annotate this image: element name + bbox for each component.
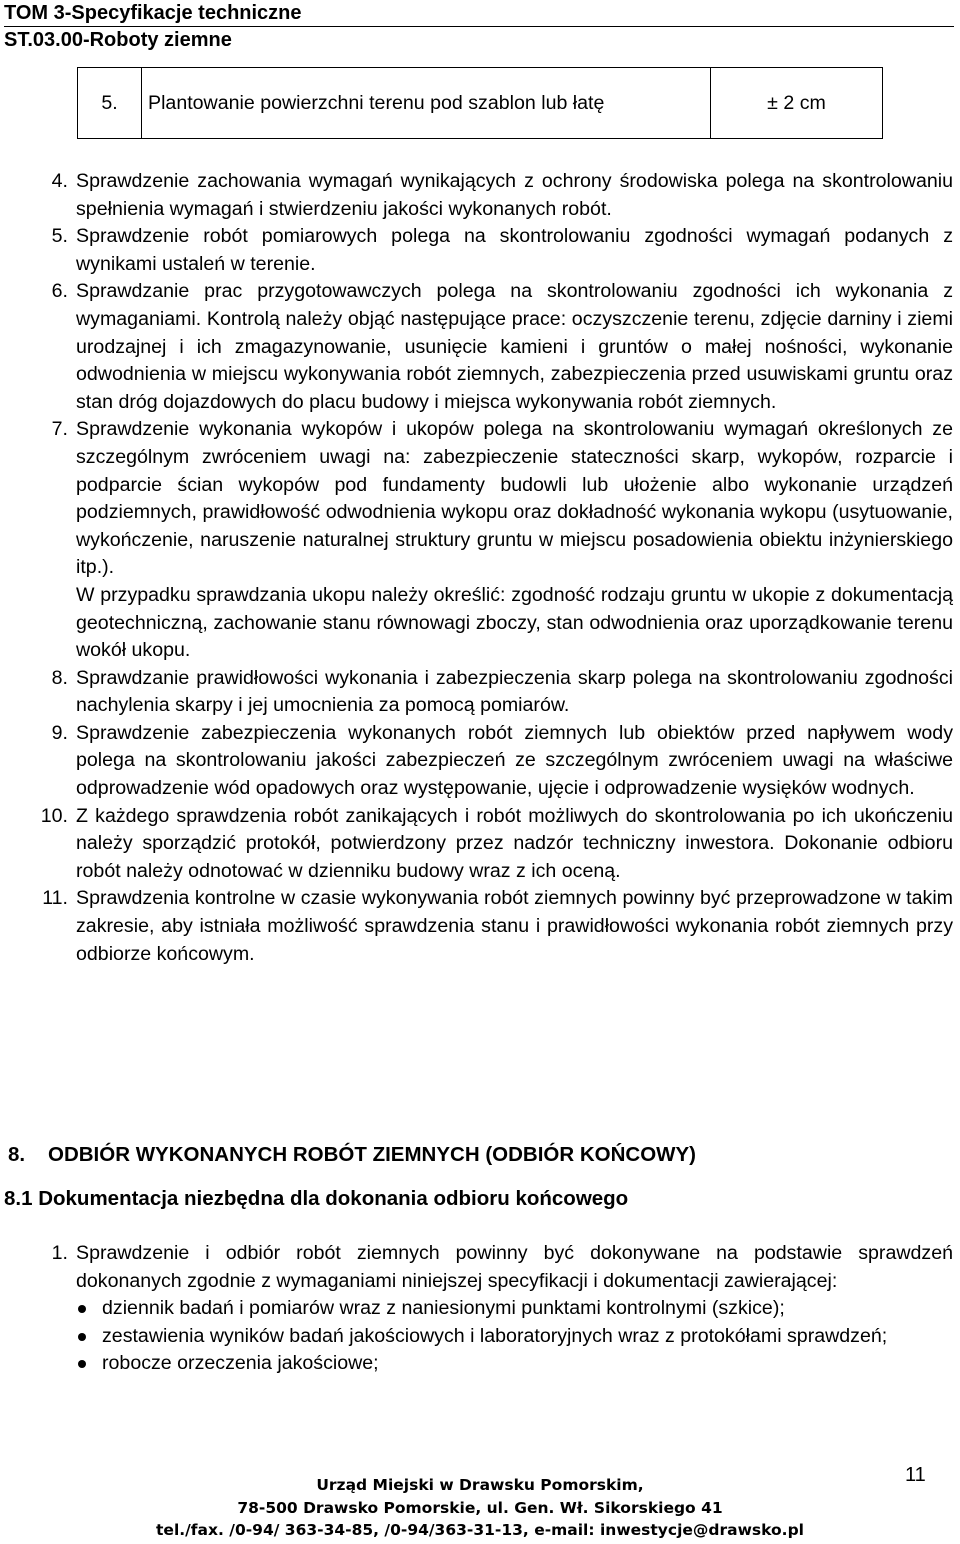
list-item-text: Sprawdzenie zabezpieczenia wykonanych robót ziemnych lub obiektów przed napływem wody polega na skontrolowaniu jakości zabezpieczeń ze szczególnym zwróceniem uwagi na właściwe odprowadzenie wód opadowych oraz występowanie, ujęcie i odprowadzenie wysięków wodnych. — [76, 721, 953, 800]
list-item-number: 10. — [40, 804, 68, 827]
footer-contact: tel./fax. /0-94/ 363-34-85, /0-94/363-31-13, e-mail: inwestycje@drawsko.pl — [156, 1521, 804, 1539]
list-item — [0, 278, 960, 416]
tolerance-table — [77, 67, 883, 139]
list-item-number: 7. — [51, 418, 68, 441]
document-title: TOM 3-Specyfikacje techniczne — [4, 2, 302, 24]
subsection-heading: 8.1 Dokumentacja niezbędna dla dokonania odbioru końcowego — [4, 1187, 629, 1210]
bullet-icon — [78, 1360, 86, 1368]
header-rule — [4, 26, 954, 27]
list-item — [0, 1240, 960, 1378]
list-item-text: Z każdego sprawdzenia robót zanikających i robót możliwych do skontrolowania po ich ukończeniu należy sporządzić protokół, potwierdzony przez nadzór techniczny inwestora. Dokonanie odbioru robót należy odnotować w dzienniku budowy wraz z ich oceną. — [76, 804, 953, 882]
list-item-text: Sprawdzenie wykonania wykopów i ukopów polega na skontrolowaniu wymagań określonych ze szczególnym zwróceniem uwagi na: zabezpieczenie stateczności skarp, wykopów, rozparcie i podparcie ścian wykopów pod fundamenty budowli lub ułożenie albo wykonanie urządzeń podziemnych, prawidłowość odwodnienia wykopu oraz dokładność wykonania wykopu (usytuowanie, wykończenie, naruszenie naturalnej struktury gruntu w miejscu posadowienia obiektu inżynierskiego itp.). — [76, 418, 953, 579]
footer-address: 78-500 Drawsko Pomorskie, ul. Gen. Wł. Sikorskiego 41 — [237, 1498, 723, 1517]
bullet-icon — [78, 1333, 86, 1341]
list-item — [0, 168, 960, 223]
bullet-icon — [78, 1305, 86, 1313]
bullet-text: robocze orzeczenia jakościowe; — [102, 1352, 379, 1375]
page-footer — [0, 1474, 960, 1542]
list-item — [0, 223, 960, 278]
list-item — [0, 720, 960, 803]
row-description: Plantowanie powierzchni terenu pod szablon lub łatę — [142, 68, 711, 139]
row-number: 5. — [78, 68, 142, 139]
list-item — [0, 885, 960, 968]
page-number: 11 — [905, 1464, 926, 1486]
section-number: 8. — [8, 1143, 26, 1166]
bullet-text: dziennik badań i pomiarów wraz z naniesionymi punktami kontrolnymi (szkice); — [102, 1297, 785, 1320]
bullet-item — [76, 1350, 953, 1378]
list-item-number: 4. — [51, 170, 68, 192]
list-item-text: Sprawdzenie robót pomiarowych polega na skontrolowaniu zgodności wymagań podanych z wynikami ustaleń w terenie. — [76, 225, 953, 275]
list-item — [0, 803, 960, 886]
footer-office: Urząd Miejski w Drawsku Pomorskim, — [316, 1476, 644, 1494]
list-item-text: Sprawdzenie zachowania wymagań wynikających z ochrony środowiska polega na skontrolowaniu spełnienia wymagań i stwierdzeniu jakości wykonanych robót. — [76, 170, 953, 220]
section-heading — [8, 1143, 696, 1167]
documentation-list — [0, 1240, 960, 1378]
list-item-number: 8. — [51, 666, 68, 689]
bullet-list — [76, 1295, 953, 1378]
list-item-text: Sprawdzenie i odbiór robót ziemnych powinny być dokonywane na podstawie sprawdzeń dokonanych zgodnie z wymaganiami niniejszej specyfikacji i dokumentacji zawierającej: — [76, 1242, 953, 1292]
list-item — [0, 416, 960, 664]
list-item-text: Sprawdzenia kontrolne w czasie wykonywania robót ziemnych powinny być przeprowadzone w takim zakresie, aby istniała możliwość sprawdzenia stanu i prawidłowości wykonania robót ziemnych przy odbiorze końcowym. — [76, 887, 953, 965]
list-item-text: Sprawdzanie prawidłowości wykonania i zabezpieczenia skarp polega na skontrolowaniu zgodności nachylenia skarpy i jej umocnienia za pomocą pomiarów. — [76, 666, 953, 717]
inspection-list — [0, 168, 960, 968]
bullet-item — [76, 1323, 953, 1351]
section-title: ODBIÓR WYKONANYCH ROBÓT ZIEMNYCH (ODBIÓR KOŃCOWY) — [48, 1143, 697, 1166]
bullet-text: zestawienia wyników badań jakościowych i laboratoryjnych wraz z protokółami sprawdzeń; — [102, 1324, 888, 1347]
list-item — [0, 665, 960, 720]
document-header — [4, 0, 956, 54]
list-item-number: 11. — [42, 887, 68, 910]
list-item-text: Sprawdzanie prac przygotowawczych polega na skontrolowaniu zgodności ich wykonania z wymaganiami. Kontrolą należy objąć następujące prace: oczyszczenie terenu, zdjęcie darniny i ziemi urodzajnej i ich zmagazynowanie, usunięcie kamieni i gruntów o małej nośności, wykonanie odwodnienia w miejscu wykonywania robót ziemnych, zabezpieczenia przed usuwiskami gruntu oraz stan dróg dojazdowych do placu budowy i miejsca wykonywania robót ziemnych. — [76, 280, 953, 413]
row-tolerance: ± 2 cm — [711, 68, 883, 139]
list-item-number: 5. — [51, 225, 68, 248]
table-row — [78, 68, 883, 139]
list-item-number: 1. — [51, 1242, 68, 1264]
bullet-item — [76, 1295, 953, 1323]
list-item-number: 6. — [51, 280, 68, 303]
list-item-text: W przypadku sprawdzania ukopu należy określić: zgodność rodzaju gruntu w ukopie z dokumentacją geotechniczną, zachowanie stanu równowagi zboczy, stan odwodnienia oraz uporządkowanie terenu wokół ukopu. — [76, 583, 953, 662]
document-subtitle: ST.03.00-Roboty ziemne — [4, 29, 232, 51]
list-item-number: 9. — [51, 721, 68, 744]
